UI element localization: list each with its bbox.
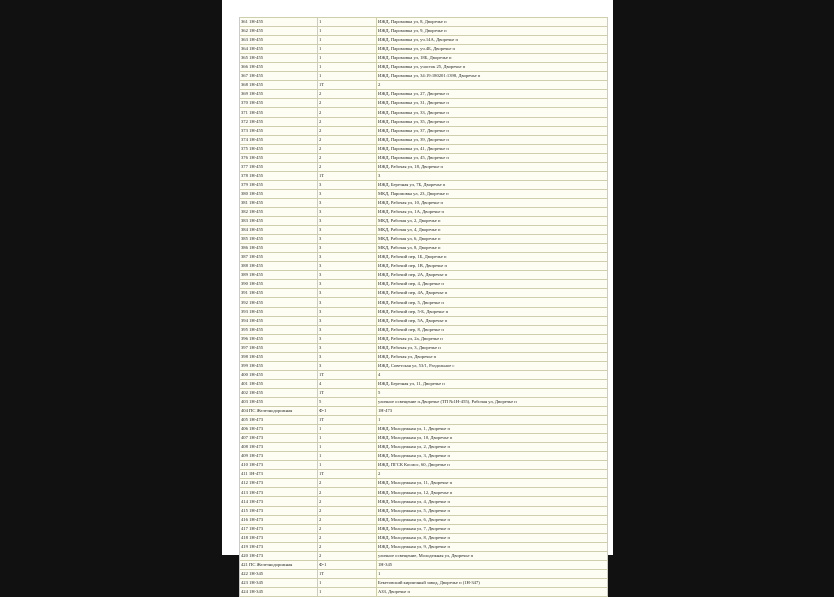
row-id-cell: 363 1Н-455 bbox=[240, 36, 318, 45]
table-row bbox=[240, 235, 608, 244]
consumer-cell: ИЖД, Молодежная ул, 1, Дворечье п bbox=[377, 425, 608, 434]
level-cell: 3 bbox=[318, 298, 377, 307]
level-cell: 3 bbox=[318, 262, 377, 271]
level-cell: 1Т bbox=[318, 416, 377, 425]
level-cell: 1 bbox=[318, 72, 377, 81]
level-cell: 2 bbox=[318, 506, 377, 515]
row-id-cell: 403 1Н-455 bbox=[240, 397, 318, 406]
consumer-cell: ИЖД, Рабочий пер, 4, Дворечье п bbox=[377, 280, 608, 289]
row-id-cell: 391 1Н-455 bbox=[240, 289, 318, 298]
table-row bbox=[240, 560, 608, 569]
level-cell: 2 bbox=[318, 524, 377, 533]
row-id-cell: 414 1Н-473 bbox=[240, 497, 318, 506]
row-id-cell: 422 1Н-345 bbox=[240, 569, 318, 578]
consumer-cell: ИЖД, Паромовка ул, 41, Дворечье п bbox=[377, 144, 608, 153]
row-id-cell: 369 1Н-455 bbox=[240, 90, 318, 99]
table-row bbox=[240, 99, 608, 108]
consumer-cell: ИЖД, Рабочий пер, 2А, Дворечье п bbox=[377, 271, 608, 280]
level-cell: 2 bbox=[318, 497, 377, 506]
table-row bbox=[240, 144, 608, 153]
row-id-cell: 416 1Н-473 bbox=[240, 515, 318, 524]
consumer-cell: ИЖД, Рабочая ул, 18, Дворечье п bbox=[377, 162, 608, 171]
row-id-cell: 376 1Н-455 bbox=[240, 153, 318, 162]
row-id-cell: 412 1Н-473 bbox=[240, 479, 318, 488]
table-row bbox=[240, 226, 608, 235]
row-id-cell: 387 1Н-455 bbox=[240, 253, 318, 262]
table-row bbox=[240, 135, 608, 144]
consumer-cell: ИЖД, Паромовка ул, 39, Дворечье п bbox=[377, 135, 608, 144]
level-cell: 3 bbox=[318, 235, 377, 244]
consumer-cell: ИЖД, Молодежная ул, 10, Дворечье п bbox=[377, 434, 608, 443]
row-id-cell: 386 1Н-455 bbox=[240, 244, 318, 253]
table-row bbox=[240, 587, 608, 596]
level-cell: 5 bbox=[318, 397, 377, 406]
row-id-cell: 395 1Н-455 bbox=[240, 325, 318, 334]
row-id-cell: 401 1Н-455 bbox=[240, 379, 318, 388]
level-cell: 1Т bbox=[318, 388, 377, 397]
consumer-cell: ИЖД, Рабочий пер, 1Б, Дворечье п bbox=[377, 253, 608, 262]
consumer-cell: уличное освещение, Молодежная ул, Дворечье п bbox=[377, 551, 608, 560]
row-id-cell: 365 1Н-455 bbox=[240, 54, 318, 63]
consumer-cell: ИЖД, Рабочая ул, Дворечье п bbox=[377, 352, 608, 361]
level-cell: 3 bbox=[318, 343, 377, 352]
consumer-cell: ИЖД, Молодежная ул, 11, Дворечье п bbox=[377, 479, 608, 488]
table-row bbox=[240, 352, 608, 361]
row-id-cell: 366 1Н-455 bbox=[240, 63, 318, 72]
row-id-cell: 377 1Н-455 bbox=[240, 162, 318, 171]
consumer-cell: ИЖД, Паромовка ул, 37, Дворечье п bbox=[377, 126, 608, 135]
row-id-cell: 381 1Н-455 bbox=[240, 198, 318, 207]
consumer-cell: ИЖД, Молодежная ул, 5, Дворечье п bbox=[377, 506, 608, 515]
row-id-cell: 382 1Н-455 bbox=[240, 207, 318, 216]
row-id-cell: 362 1Н-455 bbox=[240, 27, 318, 36]
consumer-cell: ИЖД, Паромовка ул, 18Б, Дворечье п bbox=[377, 54, 608, 63]
row-id-cell: 361 1Н-455 bbox=[240, 18, 318, 27]
consumer-cell: ИЖД, Рабочая ул, 1А, Дворечье п bbox=[377, 207, 608, 216]
table-row bbox=[240, 470, 608, 479]
level-cell: 3 bbox=[318, 334, 377, 343]
row-id-cell: 371 1Н-455 bbox=[240, 108, 318, 117]
level-cell: Ф-1 bbox=[318, 407, 377, 416]
table-row bbox=[240, 443, 608, 452]
row-id-cell: 420 1Н-473 bbox=[240, 551, 318, 560]
consumer-cell: ИЖД, Паромовка ул, 33, Дворечье п bbox=[377, 108, 608, 117]
level-cell: 2 bbox=[318, 153, 377, 162]
level-cell: 1 bbox=[318, 27, 377, 36]
consumer-cell: ИЖД, Паромовка ул, участок 25, Дворечье п bbox=[377, 63, 608, 72]
row-id-cell: 380 1Н-455 bbox=[240, 189, 318, 198]
consumer-cell: 2 bbox=[377, 470, 608, 479]
level-cell: 1 bbox=[318, 63, 377, 72]
row-id-cell: 373 1Н-455 bbox=[240, 126, 318, 135]
table-row bbox=[240, 207, 608, 216]
row-id-cell: 421 ПС Железнодорожная bbox=[240, 560, 318, 569]
level-cell: 1 bbox=[318, 587, 377, 596]
consumer-cell: 1Н-345 bbox=[377, 560, 608, 569]
consumer-cell: ИЖД, Паромовка ул, 9, Дворечье п bbox=[377, 27, 608, 36]
row-id-cell: 410 1Н-473 bbox=[240, 461, 318, 470]
consumer-cell: ИЖД, Рабочий пер, 8, Дворечье п bbox=[377, 325, 608, 334]
row-id-cell: 411 1Н-473 bbox=[240, 470, 318, 479]
consumer-cell: ИЖД, Паромовка ул, уч.14А, Дворечье п bbox=[377, 36, 608, 45]
level-cell: 3 bbox=[318, 289, 377, 298]
consumer-cell: МКД, Рабочая ул, 8, Дворечье п bbox=[377, 244, 608, 253]
table-row bbox=[240, 18, 608, 27]
row-id-cell: 408 1Н-473 bbox=[240, 443, 318, 452]
table-row bbox=[240, 117, 608, 126]
level-cell: 2 bbox=[318, 99, 377, 108]
consumer-cell: ИЖД, Рабочий пер, 4А, Дворечье п bbox=[377, 289, 608, 298]
row-id-cell: 379 1Н-455 bbox=[240, 180, 318, 189]
level-cell: 3 bbox=[318, 198, 377, 207]
table-row bbox=[240, 578, 608, 587]
level-cell: 2 bbox=[318, 90, 377, 99]
row-id-cell: 399 1Н-455 bbox=[240, 361, 318, 370]
consumer-cell: ИЖД, Рабочий пер, 5-Б, Дворечье п bbox=[377, 307, 608, 316]
table-row bbox=[240, 253, 608, 262]
level-cell: 2 bbox=[318, 126, 377, 135]
level-cell: 3 bbox=[318, 217, 377, 226]
row-id-cell: 400 1Н-455 bbox=[240, 370, 318, 379]
table-row bbox=[240, 81, 608, 90]
row-id-cell: 424 1Н-345 bbox=[240, 587, 318, 596]
table-row bbox=[240, 189, 608, 198]
level-cell: 1Т bbox=[318, 171, 377, 180]
consumer-cell: АЗЗ, Дворечье п bbox=[377, 587, 608, 596]
level-cell: 3 bbox=[318, 325, 377, 334]
row-id-cell: 372 1Н-455 bbox=[240, 117, 318, 126]
table-row bbox=[240, 289, 608, 298]
table-row bbox=[240, 506, 608, 515]
row-id-cell: 397 1Н-455 bbox=[240, 343, 318, 352]
consumer-cell: ИЖД, Молодежная ул, 12, Дворечье п bbox=[377, 488, 608, 497]
level-cell: 1Т bbox=[318, 370, 377, 379]
row-id-cell: 375 1Н-455 bbox=[240, 144, 318, 153]
consumer-cell: ИЖД, Молодежная ул, 8, Дворечье п bbox=[377, 533, 608, 542]
table-row bbox=[240, 325, 608, 334]
table-row bbox=[240, 153, 608, 162]
table-row bbox=[240, 334, 608, 343]
consumer-cell: 1 bbox=[377, 416, 608, 425]
level-cell: 2 bbox=[318, 551, 377, 560]
level-cell: 1 bbox=[318, 54, 377, 63]
consumer-cell: МКД, Рабочая ул, 4, Дворечье п bbox=[377, 226, 608, 235]
row-id-cell: 389 1Н-455 bbox=[240, 271, 318, 280]
consumer-cell: ИЖД, Паромовка ул, 35, Дворечье п bbox=[377, 117, 608, 126]
consumer-cell: ИЖД, ПГСК Космос, 60, Дворечье п bbox=[377, 461, 608, 470]
level-cell: 1 bbox=[318, 443, 377, 452]
row-id-cell: 385 1Н-455 bbox=[240, 235, 318, 244]
level-cell: 1 bbox=[318, 45, 377, 54]
row-id-cell: 374 1Н-455 bbox=[240, 135, 318, 144]
table-body bbox=[240, 18, 608, 597]
consumer-cell: ИЖД, Паромовка ул, уч.4Б, Дворечье п bbox=[377, 45, 608, 54]
level-cell: 1Т bbox=[318, 81, 377, 90]
level-cell: 3 bbox=[318, 207, 377, 216]
table-row bbox=[240, 479, 608, 488]
level-cell: 2 bbox=[318, 479, 377, 488]
table-row bbox=[240, 452, 608, 461]
row-id-cell: 364 1Н-455 bbox=[240, 45, 318, 54]
level-cell: 1 bbox=[318, 434, 377, 443]
level-cell: 1Т bbox=[318, 470, 377, 479]
level-cell: 2 bbox=[318, 488, 377, 497]
row-id-cell: 417 1Н-473 bbox=[240, 524, 318, 533]
consumer-cell: ИЖД, Березная ул, 11, Дворечье п bbox=[377, 379, 608, 388]
row-id-cell: 413 1Н-473 bbox=[240, 488, 318, 497]
table-row bbox=[240, 461, 608, 470]
table-row bbox=[240, 542, 608, 551]
table-row bbox=[240, 407, 608, 416]
document-page bbox=[222, 0, 613, 595]
row-id-cell: 370 1Н-455 bbox=[240, 99, 318, 108]
table-row bbox=[240, 388, 608, 397]
consumer-cell: МКД, Рабочая ул, 2, Дворечье п bbox=[377, 217, 608, 226]
consumer-cell: ИЖД, Молодежная ул, 4, Дворечье п bbox=[377, 497, 608, 506]
row-id-cell: 415 1Н-473 bbox=[240, 506, 318, 515]
table-row bbox=[240, 45, 608, 54]
row-id-cell: 419 1Н-473 bbox=[240, 542, 318, 551]
consumer-cell: Бекетовский кирпичный завод, Дворечье п (1Н-347) bbox=[377, 578, 608, 587]
level-cell: 3 bbox=[318, 253, 377, 262]
row-id-cell: 418 1Н-473 bbox=[240, 533, 318, 542]
consumer-cell: ИЖД, Рабочая ул, 2а, Дворечье п bbox=[377, 334, 608, 343]
consumer-cell: ИЖД, Молодежная ул, 7, Дворечье п bbox=[377, 524, 608, 533]
consumer-cell: ИЖД, Березная ул, 7Б, Дворечье п bbox=[377, 180, 608, 189]
table-row bbox=[240, 36, 608, 45]
consumer-cell: 5 bbox=[377, 388, 608, 397]
level-cell: 1 bbox=[318, 578, 377, 587]
data-table bbox=[239, 17, 608, 597]
table-row bbox=[240, 524, 608, 533]
consumer-cell: 1Н-473 bbox=[377, 407, 608, 416]
table-row bbox=[240, 497, 608, 506]
table-row bbox=[240, 280, 608, 289]
row-id-cell: 388 1Н-455 bbox=[240, 262, 318, 271]
table-row bbox=[240, 217, 608, 226]
level-cell: 3 bbox=[318, 307, 377, 316]
table-row bbox=[240, 262, 608, 271]
row-id-cell: 407 1Н-473 bbox=[240, 434, 318, 443]
table-row bbox=[240, 63, 608, 72]
table-row bbox=[240, 108, 608, 117]
table-row bbox=[240, 27, 608, 36]
table-row bbox=[240, 361, 608, 370]
level-cell: 3 bbox=[318, 244, 377, 253]
table-row bbox=[240, 370, 608, 379]
table-row bbox=[240, 307, 608, 316]
consumer-cell: МКД, Рабочая ул, 6, Дворечье п bbox=[377, 235, 608, 244]
row-id-cell: 393 1Н-455 bbox=[240, 307, 318, 316]
level-cell: 3 bbox=[318, 226, 377, 235]
row-id-cell: 406 1Н-473 bbox=[240, 425, 318, 434]
level-cell: 2 bbox=[318, 162, 377, 171]
consumer-cell: ИЖД, Советская ул, 53/1, Раздольное с bbox=[377, 361, 608, 370]
consumer-cell: ИЖД, Рабочая ул, 3, Дворечье п bbox=[377, 343, 608, 352]
row-id-cell: 402 1Н-455 bbox=[240, 388, 318, 397]
level-cell: 3 bbox=[318, 316, 377, 325]
level-cell: 3 bbox=[318, 361, 377, 370]
table-row bbox=[240, 569, 608, 578]
table-row bbox=[240, 271, 608, 280]
row-id-cell: 383 1Н-455 bbox=[240, 217, 318, 226]
consumer-cell: ИЖД, Рабочий пер, 5, Дворечье п bbox=[377, 298, 608, 307]
consumer-cell: МКД, Паромовка ул, 23, Дворечье п bbox=[377, 189, 608, 198]
consumer-cell: ИЖД, Паромовка ул, 8, Дворечье п bbox=[377, 18, 608, 27]
consumer-cell: ИЖД, Паромовка ул, 45, Дворечье п bbox=[377, 153, 608, 162]
row-id-cell: 404 ПС Железнодорожная bbox=[240, 407, 318, 416]
level-cell: 3 bbox=[318, 189, 377, 198]
row-id-cell: 367 1Н-455 bbox=[240, 72, 318, 81]
consumer-cell: ИЖД, Паромовка ул, 31, Дворечье п bbox=[377, 99, 608, 108]
consumer-cell: 4 bbox=[377, 370, 608, 379]
table-row bbox=[240, 180, 608, 189]
row-id-cell: 368 1Н-455 bbox=[240, 81, 318, 90]
level-cell: 3 bbox=[318, 180, 377, 189]
table-row bbox=[240, 316, 608, 325]
table-row bbox=[240, 379, 608, 388]
table-row bbox=[240, 298, 608, 307]
table-row bbox=[240, 171, 608, 180]
table-row bbox=[240, 72, 608, 81]
table-row bbox=[240, 54, 608, 63]
table-row bbox=[240, 533, 608, 542]
consumer-cell: ИЖД, Молодежная ул, 6, Дворечье п bbox=[377, 515, 608, 524]
level-cell: 1 bbox=[318, 452, 377, 461]
table-row bbox=[240, 425, 608, 434]
row-id-cell: 378 1Н-455 bbox=[240, 171, 318, 180]
consumer-cell: ИЖД, Рабочий пер, 5А, Дворечье п bbox=[377, 316, 608, 325]
table-row bbox=[240, 488, 608, 497]
table-row bbox=[240, 551, 608, 560]
row-id-cell: 390 1Н-455 bbox=[240, 280, 318, 289]
level-cell: 3 bbox=[318, 271, 377, 280]
consumer-cell: уличное освещение п.Дворечье (ТП №1Н-455), Рабочая ул, Дворечье п bbox=[377, 397, 608, 406]
level-cell: 2 bbox=[318, 542, 377, 551]
consumer-cell: ИЖД, Рабочая ул, 10, Дворечье п bbox=[377, 198, 608, 207]
table-row bbox=[240, 244, 608, 253]
level-cell: 1 bbox=[318, 425, 377, 434]
row-id-cell: 398 1Н-455 bbox=[240, 352, 318, 361]
level-cell: 1 bbox=[318, 36, 377, 45]
level-cell: 2 bbox=[318, 135, 377, 144]
consumer-cell: 2 bbox=[377, 81, 608, 90]
level-cell: 2 bbox=[318, 144, 377, 153]
level-cell: 1 bbox=[318, 18, 377, 27]
table-row bbox=[240, 416, 608, 425]
consumer-cell: ИЖД, Молодежная ул, 2, Дворечье п bbox=[377, 443, 608, 452]
row-id-cell: 405 1Н-473 bbox=[240, 416, 318, 425]
level-cell: 1Т bbox=[318, 569, 377, 578]
table-row bbox=[240, 90, 608, 99]
row-id-cell: 384 1Н-455 bbox=[240, 226, 318, 235]
row-id-cell: 396 1Н-455 bbox=[240, 334, 318, 343]
level-cell: 2 bbox=[318, 515, 377, 524]
level-cell: 2 bbox=[318, 117, 377, 126]
consumer-cell: 1 bbox=[377, 569, 608, 578]
consumer-cell: ИЖД, Паромовка ул, 27, Дворечье п bbox=[377, 90, 608, 99]
level-cell: 4 bbox=[318, 379, 377, 388]
level-cell: 3 bbox=[318, 280, 377, 289]
table-row bbox=[240, 162, 608, 171]
table-row bbox=[240, 515, 608, 524]
table-row bbox=[240, 198, 608, 207]
row-id-cell: 423 1Н-345 bbox=[240, 578, 318, 587]
row-id-cell: 394 1Н-455 bbox=[240, 316, 318, 325]
level-cell: 3 bbox=[318, 352, 377, 361]
level-cell: 2 bbox=[318, 533, 377, 542]
table-row bbox=[240, 343, 608, 352]
consumer-cell: ИЖД, Рабочий пер, 1В, Дворечье п bbox=[377, 262, 608, 271]
table-row bbox=[240, 126, 608, 135]
consumer-cell: ИЖД, Молодежная ул, 3, Дворечье п bbox=[377, 452, 608, 461]
row-id-cell: 409 1Н-473 bbox=[240, 452, 318, 461]
consumer-cell: 3 bbox=[377, 171, 608, 180]
level-cell: 1 bbox=[318, 461, 377, 470]
level-cell: Ф-1 bbox=[318, 560, 377, 569]
table-row bbox=[240, 434, 608, 443]
consumer-cell: ИЖД, Паромовка ул, 34:19:180201:1398, Дворечье п bbox=[377, 72, 608, 81]
table-row bbox=[240, 397, 608, 406]
consumer-cell: ИЖД, Молодежная ул, 9, Дворечье п bbox=[377, 542, 608, 551]
level-cell: 2 bbox=[318, 108, 377, 117]
row-id-cell: 392 1Н-455 bbox=[240, 298, 318, 307]
